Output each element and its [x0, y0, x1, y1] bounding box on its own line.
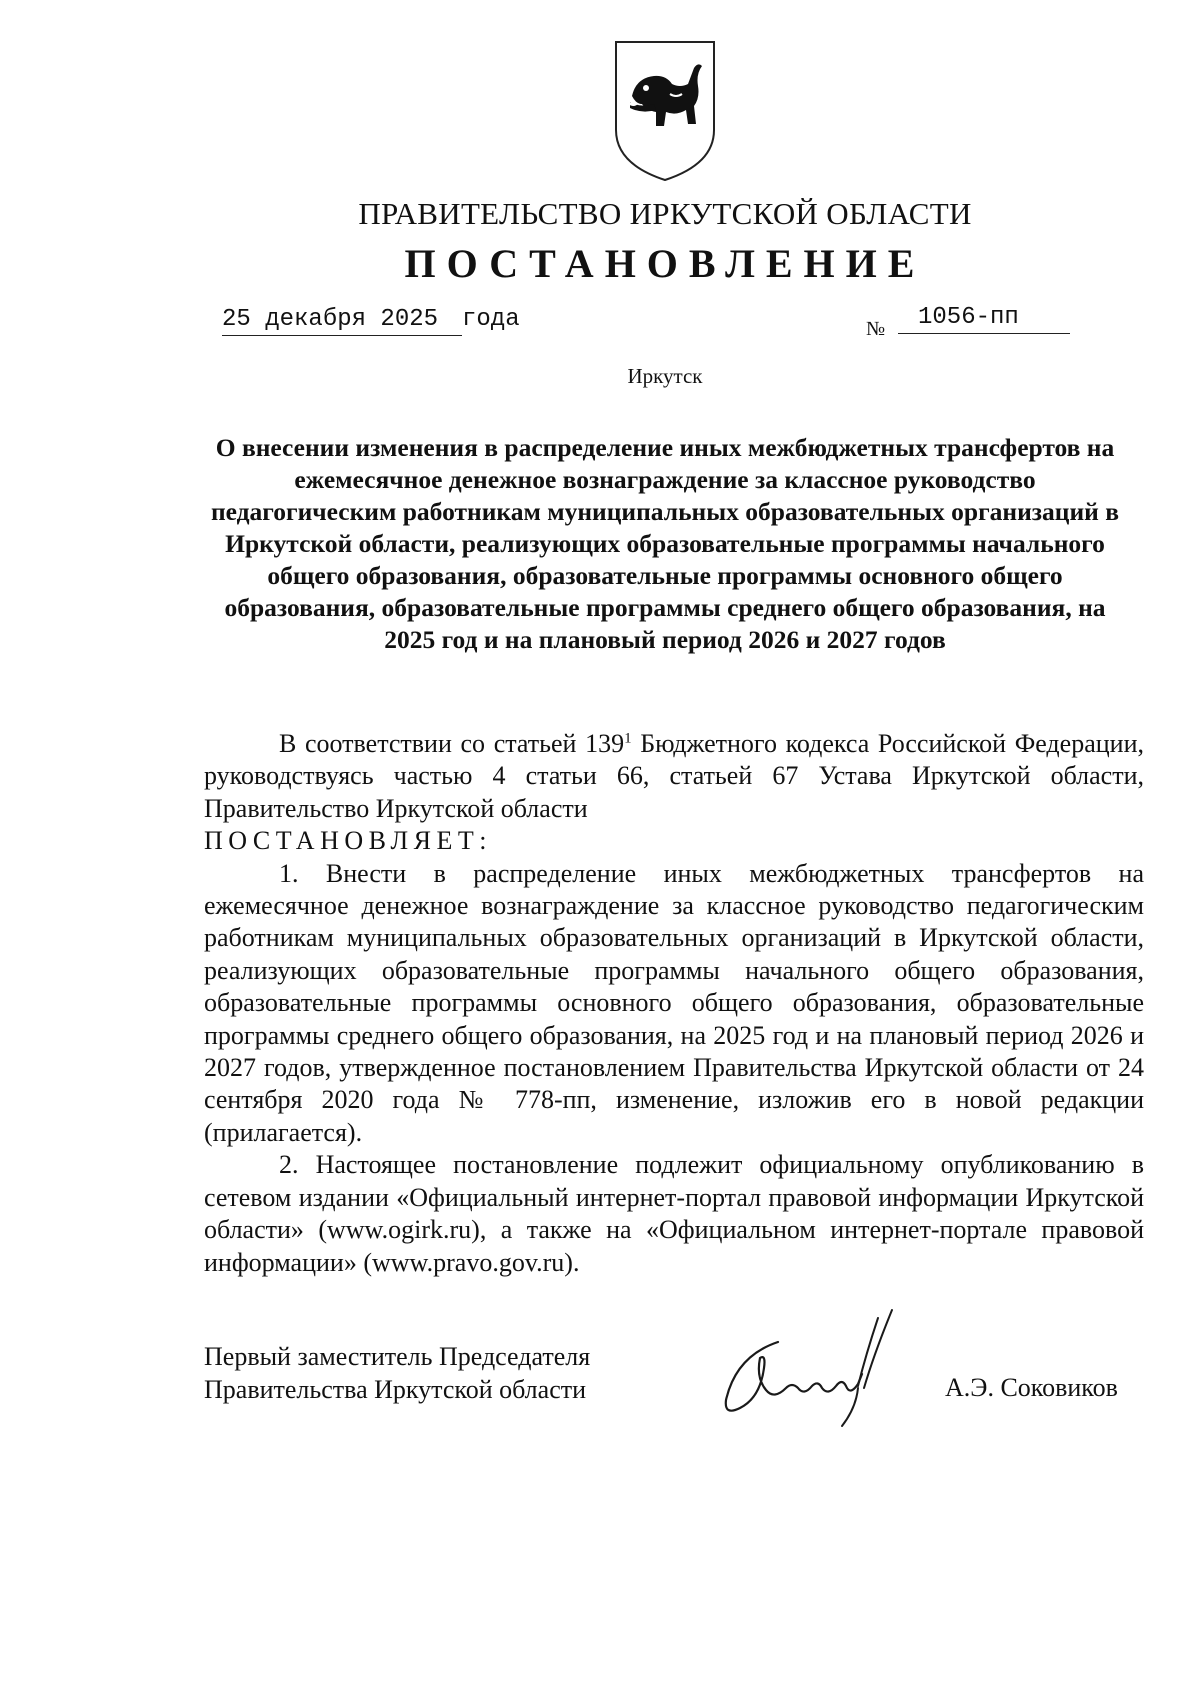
document-type: ПОСТАНОВЛЕНИЕ — [404, 241, 926, 286]
preamble-start: В соответствии со статьей 139 — [279, 729, 625, 758]
signer-position-line-1: Первый заместитель Председателя — [204, 1342, 591, 1371]
government-name: ПРАВИТЕЛЬСТВО ИРКУТСКОЙ ОБЛАСТИ — [358, 196, 972, 231]
article-superscript: 1 — [624, 730, 632, 747]
document-date: 25 декабря 2025 — [222, 306, 462, 336]
irkutsk-coat-of-arms-icon — [610, 38, 720, 184]
document-title: О внесении изменения в распределение иных межбюджетных трансфертов на ежемесячное денежное вознаграждение за классное руководство педагогическим работникам муниципальных образовательных организаций в Иркутской области, реализующих образовательные программы начального общего образования, образовательные программы основного общего образования, образовательные программы среднего общего образования, на 2025 год и на плановый период 2026 и 2027 годов — [210, 433, 1120, 654]
handwritten-signature-icon — [708, 1304, 928, 1434]
item-1-paragraph: 1. Внести в распределение иных межбюджетных трансфертов на ежемесячное денежное вознаграждение за классное руководство педагогическим работникам муниципальных образовательных организаций в Иркутской области, реализующих образовательные программы начального общего образования, образовательные программы основного общего образования, образовательные программы среднего общего образования, на 2025 год и на плановый период 2026 и 2027 годов, утвержденное постановлением Правительства Иркутской области от 24 сентября 2020 года № 778-пп, изменение, изложив его в новой редакции (прилагается). — [204, 858, 1144, 1147]
number-sign: № — [866, 318, 886, 340]
document-number: 1056-пп — [898, 304, 1070, 334]
document-body — [204, 728, 1144, 1279]
signer-position-line-2: Правительства Иркутской области — [204, 1375, 587, 1404]
preamble-paragraph — [204, 728, 1144, 825]
city-name: Иркутск — [627, 364, 703, 388]
document-date-suffix: года — [462, 306, 520, 333]
signer-name: А.Э. Соковиков — [945, 1373, 1118, 1402]
item-2-paragraph: 2. Настоящее постановление подлежит официальному опубликованию в сетевом издании «Официальный интернет-портал правовой информации Иркутской области» (www.ogirk.ru), а также на «Официальном интернет-портале правовой информации» (www.pravo.gov.ru). — [204, 1150, 1144, 1277]
decree-word: ПОСТАНОВЛЯЕТ: — [204, 826, 492, 856]
preamble-rest: Бюджетного кодекса Российской Федерации, руководствуясь частью 4 статьи 66, статьей 67 Устава Иркутской области, Правительство Иркутской области — [204, 729, 1144, 823]
signer-position — [204, 1340, 590, 1406]
